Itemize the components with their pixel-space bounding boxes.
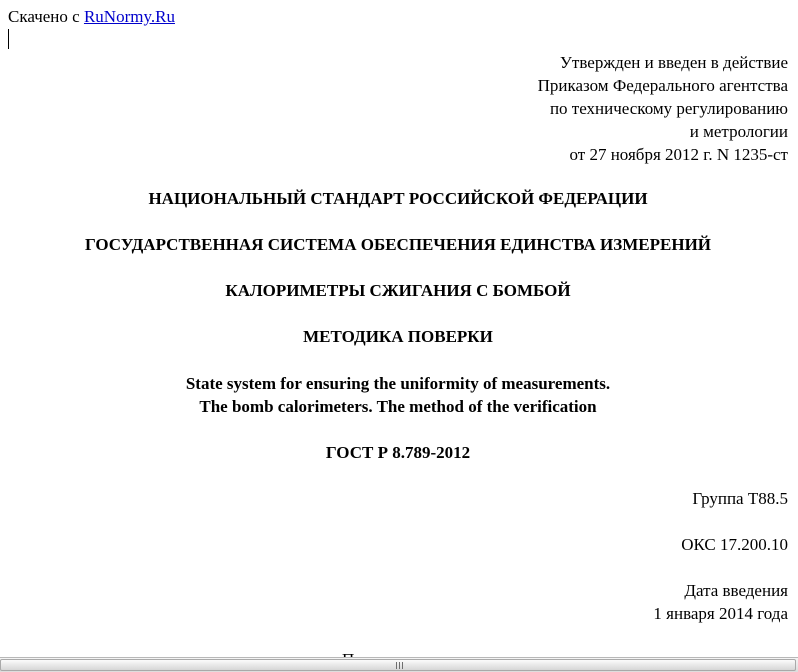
approval-block [388, 51, 788, 166]
approval-line: Приказом Федерального агентства [537, 76, 788, 95]
english-title [0, 372, 796, 418]
text-cursor [8, 29, 9, 49]
approval-line: по техническому регулированию [549, 99, 788, 118]
scroll-grip-icon [396, 662, 406, 669]
horizontal-scroll-thumb[interactable] [0, 659, 796, 671]
english-title-line: The bomb calorimeters. The method of the verification [199, 397, 597, 416]
national-standard-heading: НАЦИОНАЛЬНЫЙ СТАНДАРТ РОССИЙСКОЙ ФЕДЕРАЦИИ [148, 189, 648, 208]
approval-line: и метрологии [689, 122, 788, 141]
classification-group [488, 487, 788, 510]
english-title-line: State system for ensuring the uniformity of measurements. [185, 374, 611, 393]
source-prefix: Скачено с [8, 7, 84, 26]
calorimeters-heading: КАЛОРИМЕТРЫ СЖИГАНИЯ С БОМБОЙ [225, 281, 571, 300]
measurement-system-heading: ГОСУДАРСТВЕННАЯ СИСТЕМА ОБЕСПЕЧЕНИЯ ЕДИНСТВА ИЗМЕРЕНИЙ [84, 235, 712, 254]
gost-number: ГОСТ Р 8.789-2012 [325, 443, 471, 462]
introduction-date-label: Дата введения [684, 581, 788, 600]
group-text: Группа Т88.5 [692, 489, 788, 508]
introduction-date: 1 января 2014 года [653, 604, 788, 623]
approval-line: от 27 ноября 2012 г. N 1235-ст [569, 145, 788, 164]
oks-code [488, 533, 788, 556]
approval-line: Утвержден и введен в действие [559, 53, 788, 72]
verification-method-heading: МЕТОДИКА ПОВЕРКИ [303, 327, 493, 346]
runormy-link[interactable]: RuNormy.Ru [83, 7, 175, 26]
horizontal-scrollbar[interactable] [0, 657, 798, 672]
oks-text: ОКС 17.200.10 [681, 535, 788, 554]
introduction-date-block [488, 579, 788, 625]
source-line [8, 5, 175, 28]
